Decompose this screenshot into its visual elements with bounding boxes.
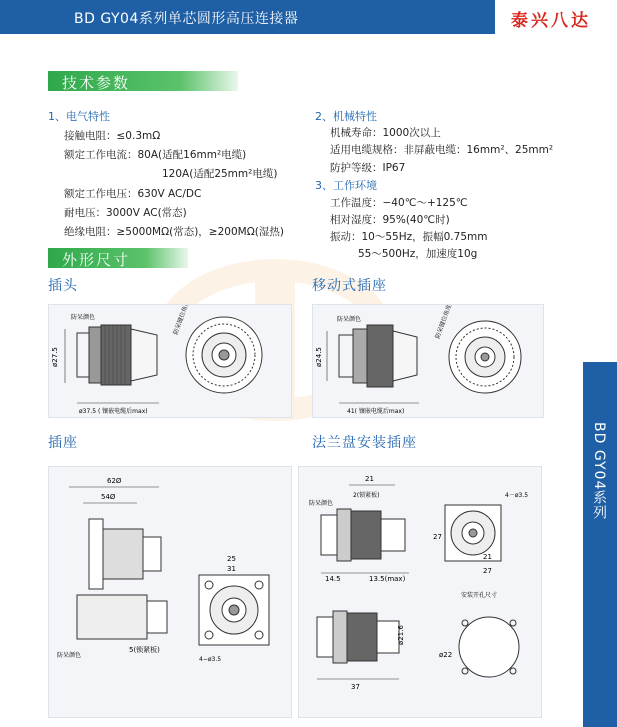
- spec-vibration: 振动：10～55Hz，振幅0.75mm: [330, 231, 488, 243]
- mobile-length-label: 41( 镶嵌电缆后max): [347, 408, 405, 415]
- environment-heading: 3、工作环境: [315, 179, 377, 192]
- mobile-socket-drawing-svg: [313, 305, 543, 417]
- spec-temp: 工作温度：−40℃～+125℃: [330, 197, 468, 209]
- socket-anti-color-label: 防呆颜色: [57, 652, 82, 659]
- spec-ip: 防护等级：IP67: [330, 162, 406, 174]
- flange-lock-plate-label: 2(锁紧板): [353, 492, 380, 499]
- plug-length-label: ø37.5 ( 镶嵌电缆后max): [79, 408, 148, 415]
- page-title: BD GY04系列单芯圆形高压连接器: [74, 11, 299, 27]
- spec-rated-current: 额定工作电流：80A(适配16mm²电缆): [64, 149, 247, 161]
- series-side-tab: [583, 362, 617, 727]
- brand-text: 泰兴八达: [511, 11, 591, 31]
- socket-dim-62: 62Ø: [107, 477, 122, 485]
- socket-drawing-svg: [49, 467, 291, 717]
- mobile-anti-key-label: 防呆键位角度: [434, 305, 454, 340]
- plug-anti-color-label: 防呆颜色: [71, 314, 96, 321]
- spec-humidity: 相对湿度：95%(40℃时): [330, 214, 450, 226]
- mechanical-heading: 2、机械特性: [315, 110, 377, 123]
- flange-dim-13: 13.5(max): [369, 575, 406, 583]
- flange-bottom-27: 27: [483, 567, 492, 575]
- section-dimensions-title: 外形尺寸: [62, 251, 131, 269]
- socket-lock-plate-label: 5(锁紧板): [129, 646, 160, 654]
- spec-insulation: 绝缘电阻：≥5000MΩ(常态)，≥200MΩ(湿热): [64, 226, 284, 238]
- mobile-diameter-label: ø24.5: [315, 347, 323, 367]
- flange-dim-21: 21: [365, 475, 374, 483]
- socket-dim-31: 31: [227, 565, 236, 573]
- spec-cable: 适用电缆规格：非屏蔽电缆：16mm²、25mm²: [330, 144, 554, 156]
- socket-dim-54: 54Ø: [101, 493, 116, 501]
- spec-rated-voltage: 额定工作电压：630V AC/DC: [64, 188, 202, 200]
- mobile-anti-color-label: 防呆颜色: [337, 316, 362, 323]
- spec-rated-current-2: 120A(适配25mm²电缆): [162, 168, 278, 180]
- figure-title-mobile-socket: 移动式插座: [312, 278, 387, 294]
- brand-logo: [493, 0, 617, 34]
- drawing-plug: [48, 304, 292, 418]
- plug-diameter-label: ø27.5: [51, 347, 59, 367]
- flange-drawing-svg: [299, 467, 541, 717]
- socket-dim-25: 25: [227, 555, 236, 563]
- spec-vibration-2: 55～500Hz，加速度10g: [358, 248, 478, 260]
- figure-title-socket: 插座: [48, 435, 78, 451]
- spec-withstand-voltage: 耐电压：3000V AC(常态): [64, 207, 187, 219]
- flange-anti-color-label: 防呆颜色: [309, 500, 334, 507]
- electrical-heading: 1、电气特性: [48, 110, 110, 123]
- flange-bottom-21: 21: [483, 553, 492, 561]
- flange-dim-37: 37: [351, 683, 360, 691]
- flange-mount-hole-label: 安装开孔尺寸: [461, 592, 498, 599]
- section-tech-params: [48, 71, 238, 91]
- flange-dim-216: ø21.6: [397, 625, 405, 645]
- flange-side-27: 27: [433, 533, 442, 541]
- spec-contact-resistance: 接触电阻：≤0.3mΩ: [64, 130, 161, 142]
- plug-anti-key-label: 防呆键位角度: [172, 305, 192, 336]
- flange-holes-label: 4－ø3.5: [505, 492, 529, 499]
- section-dimensions: [48, 248, 188, 268]
- socket-holes-label: 4−ø3.5: [199, 656, 222, 663]
- figure-title-flange-socket: 法兰盘安装插座: [312, 435, 417, 451]
- drawing-mobile-socket: [312, 304, 544, 418]
- spec-mech-life: 机械寿命：1000次以上: [330, 127, 441, 139]
- flange-mount-22: ø22: [439, 651, 453, 659]
- plug-drawing-svg: [49, 305, 291, 417]
- figure-title-plug: 插头: [48, 278, 78, 294]
- drawing-flange-socket: [298, 466, 542, 718]
- series-side-tab-label: BD GY04系列: [591, 422, 607, 521]
- drawing-socket: [48, 466, 292, 718]
- section-tech-title: 技术参数: [62, 74, 131, 92]
- flange-dim-14: 14.5: [325, 575, 341, 583]
